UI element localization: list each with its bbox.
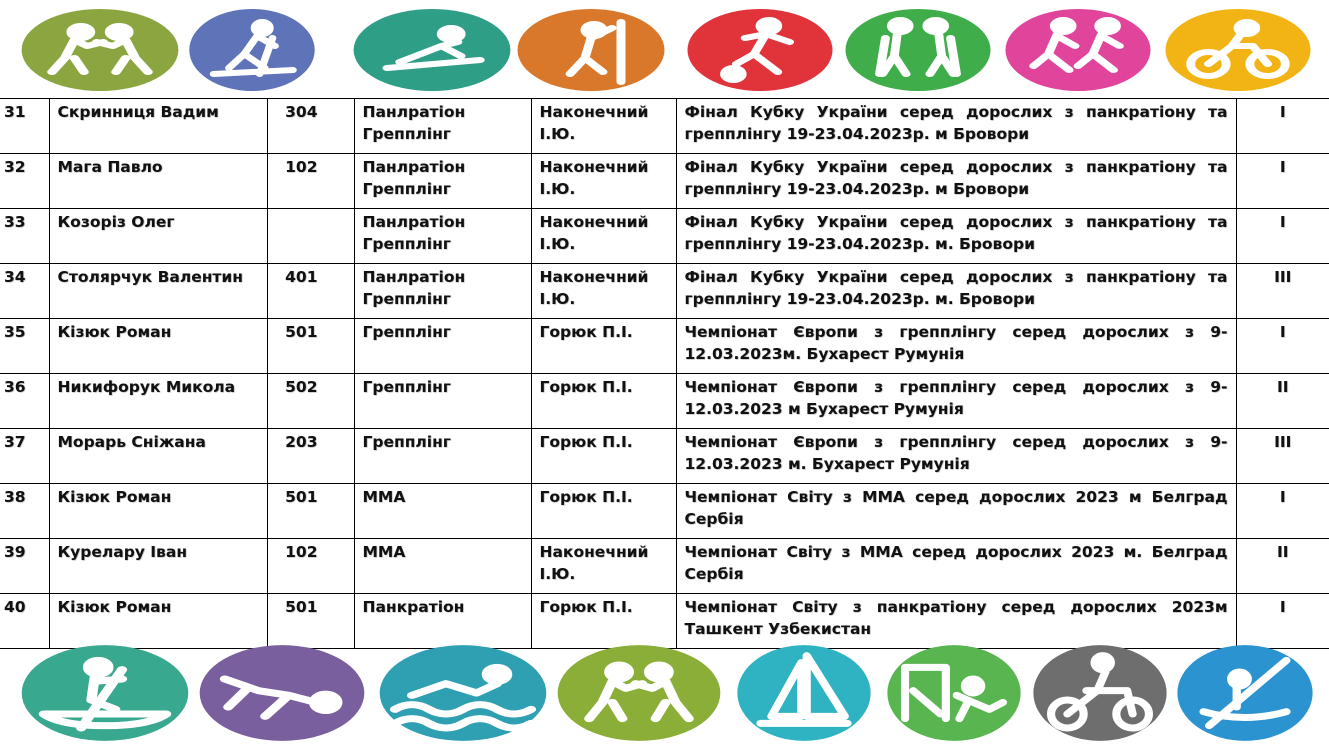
row-number: 40 xyxy=(0,594,49,649)
sport-discipline: ММА xyxy=(354,484,531,539)
football-icon xyxy=(686,8,834,92)
kayaking-icon xyxy=(1176,644,1314,742)
motorcycle-icon xyxy=(1032,644,1168,742)
rowing-icon xyxy=(20,644,190,742)
athlete-code: 502 xyxy=(267,374,354,429)
sport-discipline: Панлратіон Грепплінг xyxy=(354,264,531,319)
athlete-name: Кізюк Роман xyxy=(49,484,267,539)
athlete-name: Мага Павло xyxy=(49,154,267,209)
table-row xyxy=(0,264,1329,319)
sport-discipline: Панлратіон Грепплінг xyxy=(354,154,531,209)
athlete-code: 203 xyxy=(267,429,354,484)
row-number: 32 xyxy=(0,154,49,209)
place-rank: І xyxy=(1236,154,1329,209)
competition-event: Чемпіонат Світу з панкратіону серед дорослих 2023м Ташкент Узбекистан xyxy=(676,594,1236,649)
competition-event: Чемпіонат Європи з грепплінгу серед дорослих з 9-12.03.2023 м. Бухарест Румунія xyxy=(676,429,1236,484)
table-row xyxy=(0,429,1329,484)
competition-event: Фінал Кубку України серед дорослих з панкратіону та грепплінгу 19-23.04.2023р. м. Бровори xyxy=(676,209,1236,264)
competition-event: Чемпіонат Європи з грепплінгу серед дорослих з 9-12.03.2023м. Бухарест Румунія xyxy=(676,319,1236,374)
sport-discipline: Грепплінг xyxy=(354,429,531,484)
place-rank: ІІ xyxy=(1236,539,1329,594)
sport-discipline: Панлратіон Грепплінг xyxy=(354,209,531,264)
row-number: 36 xyxy=(0,374,49,429)
results-table xyxy=(0,98,1329,649)
row-number: 33 xyxy=(0,209,49,264)
athlete-code: 102 xyxy=(267,539,354,594)
table-row xyxy=(0,539,1329,594)
swimming-icon xyxy=(378,644,548,742)
coach-name: Горюк П.І. xyxy=(531,484,676,539)
row-number: 39 xyxy=(0,539,49,594)
competition-event: Фінал Кубку України серед дорослих з панкратіону та грепплінгу 19-23.04.2023р. м. Бровори xyxy=(676,264,1236,319)
boxing-icon xyxy=(556,644,722,742)
row-number: 34 xyxy=(0,264,49,319)
table-row xyxy=(0,99,1329,154)
coach-name: Горюк П.І. xyxy=(531,429,676,484)
climbing-icon xyxy=(516,8,666,92)
table-row xyxy=(0,319,1329,374)
athlete-name: Никифорук Микола xyxy=(49,374,267,429)
row-number: 31 xyxy=(0,99,49,154)
place-rank: ІІІ xyxy=(1236,264,1329,319)
row-number: 38 xyxy=(0,484,49,539)
coach-name: Наконечний І.Ю. xyxy=(531,264,676,319)
place-rank: ІІ xyxy=(1236,374,1329,429)
sport-discipline: Грепплінг xyxy=(354,374,531,429)
row-number: 35 xyxy=(0,319,49,374)
coach-name: Наконечний І.Ю. xyxy=(531,539,676,594)
coach-name: Наконечний І.Ю. xyxy=(531,154,676,209)
place-rank: І xyxy=(1236,484,1329,539)
gymnastics-icon xyxy=(886,644,1022,742)
competition-event: Чемпіонат Європи з грепплінгу серед дорослих з 9-12.03.2023 м Бухарест Румунія xyxy=(676,374,1236,429)
place-rank: І xyxy=(1236,209,1329,264)
coach-name: Горюк П.І. xyxy=(531,319,676,374)
table-row xyxy=(0,154,1329,209)
row-number: 37 xyxy=(0,429,49,484)
athlete-code: 501 xyxy=(267,319,354,374)
athlete-name: Столярчук Валентин xyxy=(49,264,267,319)
sport-discipline: Панлратіон Грепплінг xyxy=(354,99,531,154)
top-icon-band xyxy=(0,0,1329,98)
coach-name: Наконечний І.Ю. xyxy=(531,99,676,154)
competition-event: Фінал Кубку України серед дорослих з панкратіону та грепплінгу 19-23.04.2023р. м Бровори xyxy=(676,99,1236,154)
cross-country-skiing-icon xyxy=(188,8,316,92)
running-icon xyxy=(1004,8,1152,92)
athlete-code: 102 xyxy=(267,154,354,209)
competition-event: Чемпіонат Світу з ММА серед дорослих 2023 м. Белград Сербія xyxy=(676,539,1236,594)
coach-name: Наконечний І.Ю. xyxy=(531,209,676,264)
athlete-name: Кізюк Роман xyxy=(49,594,267,649)
athlete-name: Скринниця Вадим xyxy=(49,99,267,154)
hiking-icon xyxy=(844,8,992,92)
place-rank: І xyxy=(1236,99,1329,154)
sport-discipline: Грепплінг xyxy=(354,319,531,374)
athlete-code xyxy=(267,209,354,264)
athlete-code: 304 xyxy=(267,99,354,154)
place-rank: І xyxy=(1236,319,1329,374)
luge-icon xyxy=(352,8,512,92)
table-row xyxy=(0,484,1329,539)
athlete-code: 501 xyxy=(267,484,354,539)
sport-discipline: Панкратіон xyxy=(354,594,531,649)
athlete-name: Курелару Іван xyxy=(49,539,267,594)
coach-name: Горюк П.І. xyxy=(531,594,676,649)
competition-event: Чемпіонат Світу з ММА серед дорослих 2023 м Белград Сербія xyxy=(676,484,1236,539)
place-rank: І xyxy=(1236,594,1329,649)
athlete-name: Кізюк Роман xyxy=(49,319,267,374)
diving-icon xyxy=(198,644,366,742)
place-rank: ІІІ xyxy=(1236,429,1329,484)
sailing-icon xyxy=(736,644,872,742)
sport-discipline: ММА xyxy=(354,539,531,594)
bottom-icon-band xyxy=(0,636,1329,744)
athlete-code: 501 xyxy=(267,594,354,649)
competition-event: Фінал Кубку України серед дорослих з панкратіону та грепплінгу 19-23.04.2023р. м Бровори xyxy=(676,154,1236,209)
table-row xyxy=(0,209,1329,264)
cycling-icon xyxy=(1164,8,1312,92)
table-row xyxy=(0,374,1329,429)
athlete-code: 401 xyxy=(267,264,354,319)
athlete-name: Морарь Сніжана xyxy=(49,429,267,484)
coach-name: Горюк П.І. xyxy=(531,374,676,429)
athlete-name: Козоріз Олег xyxy=(49,209,267,264)
boxing-icon xyxy=(20,8,180,92)
